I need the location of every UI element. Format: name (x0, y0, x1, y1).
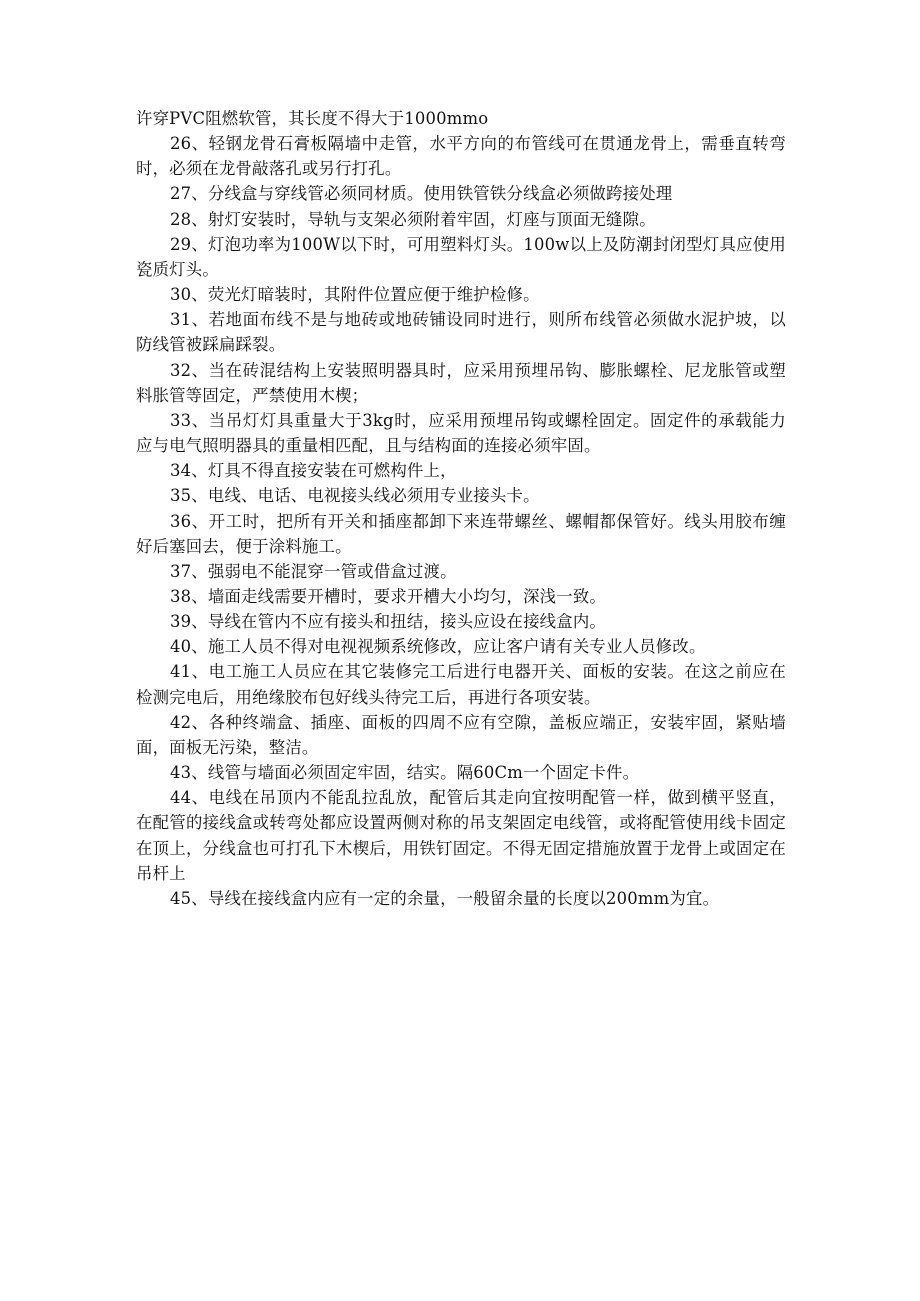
paragraph-item-43: 43、线管与墙面必须固定牢固，结实。隔60Cm一个固定卡件。 (170, 763, 640, 783)
paragraph-item-38: 38、墙面走线需要开槽时，要求开槽大小均匀，深浅一致。 (170, 586, 607, 606)
document-body (136, 106, 786, 911)
paragraph-item-35: 35、电线、电话、电视接头线必须用专业接头卡。 (170, 486, 540, 506)
paragraph-item-30: 30、荧光灯暗装时，其附件位置应便于维护检修。 (170, 285, 540, 305)
paragraph-item-40: 40、施工人员不得对电视视频系统修改，应让客户请有关专业人员修改。 (170, 637, 706, 657)
paragraph-item-29: 29、灯泡功率为100W以下时，可用塑料灯头。100w以上及防潮封闭型灯具应使用瓷质灯头。 (136, 234, 786, 279)
paragraph-item-33: 33、当吊灯灯具重量大于3kg时，应采用预埋吊钩或螺栓固定。固定件的承载能力应与电气照明器具的重量相匹配，且与结构面的连接必须牢固。 (136, 410, 786, 456)
paragraph-item-41: 41、电工施工人员应在其它装修完工后进行电器开关、面板的安装。在这之前应在检测完电后，用绝缘胶布包好线头待完工后，再进行各项安装。 (136, 662, 786, 707)
paragraph-item-42: 42、各种终端盒、插座、面板的四周不应有空隙，盖板应端正，安装牢固，紧贴墙面，面板无污染，整洁。 (136, 712, 786, 757)
paragraph-item-28: 28、射灯安装时，导轨与支架必须附着牢固，灯座与顶面无缝隙。 (170, 209, 656, 229)
paragraph-item-31: 31、若地面布线不是与地砖或地砖铺设同时进行，则所布线管必须做水泥护坡，以防线管被踩扁踩裂。 (136, 310, 786, 355)
paragraph-item-32: 32、当在砖混结构上安装照明器具时，应采用预埋吊钩、膨胀螺栓、尼龙胀管或塑料胀管等固定，严禁使用木楔； (136, 360, 786, 405)
paragraph-item-39: 39、导线在管内不应有接头和扭结，接头应设在接线盒内。 (170, 612, 607, 632)
paragraph-item-27: 27、分线盒与穿线管必须同材质。使用铁管铁分线盒必须做跨接处理 (170, 184, 673, 204)
paragraph-continuation: 许穿PVC阻燃软管，其长度不得大于1000mmo (136, 109, 489, 128)
paragraph-item-26: 26、轻钢龙骨石膏板隔墙中走管，水平方向的布管线可在贯通龙骨上，需垂直转弯时，必须在龙骨敲落孔或另行打孔。 (136, 134, 786, 179)
paragraph-item-37: 37、强弱电不能混穿一管或借盒过渡。 (170, 561, 457, 581)
paragraph-item-36: 36、开工时，把所有开关和插座都卸下来连带螺丝、螺帽都保管好。线头用胶布缠好后塞回去，便于涂料施工。 (136, 511, 786, 556)
paragraph-item-44: 44、电线在吊顶内不能乱拉乱放，配管后其走向宜按明配管一样，做到横平竖直，在配管的接线盒或转弯处都应设置两侧对称的吊支架固定电线管，或将配管使用线卡固定在顶上，分线盒也可打孔下木楔后，用铁钉固定。不得无固定措施放置于龙骨上或固定在吊杆上 (136, 788, 786, 883)
paragraph-item-34: 34、灯具不得直接安装在可燃构件上， (170, 461, 457, 481)
paragraph-item-45: 45、导线在接线盒内应有一定的余量，一般留余量的长度以200mm为宜。 (170, 888, 720, 908)
